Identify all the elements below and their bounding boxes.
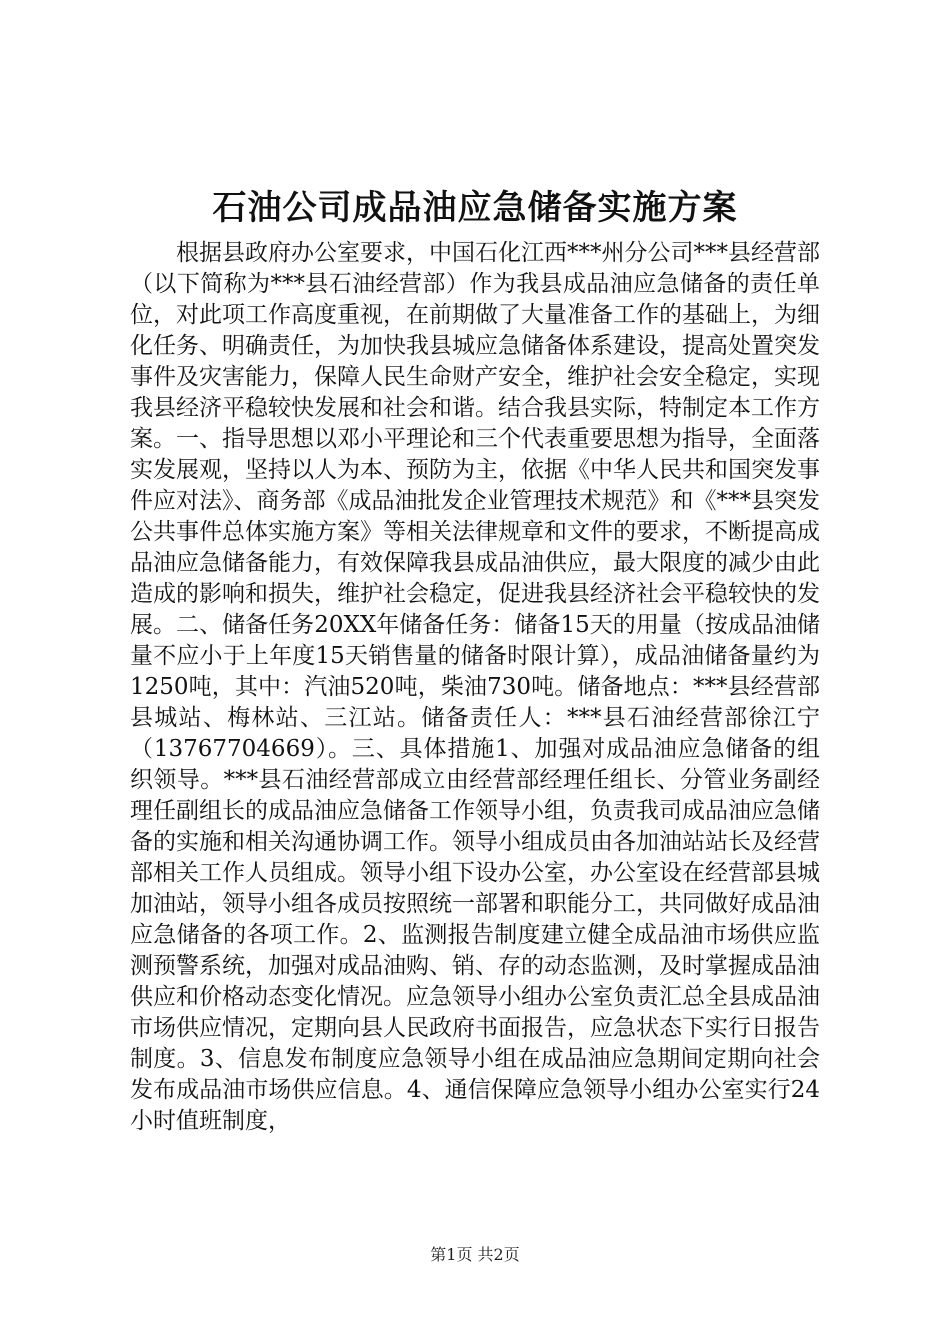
document-body-paragraph: 根据县政府办公室要求，中国石化江西***州分公司***县经营部（以下简称为***县石油经营部）作为我县成品油应急储备的责任单位，对此项工作高度重视，在前期做了大量准备工作的基础上，为细化任务、明确责任，为加快我县城应急储备体系建设，提高处置突发事件及灾害能力，保障人民生命财产安全，维护社会安全稳定，实现我县经济平稳较快发展和社会和谐。结合我县实际，特制定本工作方案。一、指导思想以邓小平理论和三个代表重要思想为指导，全面落实发展观，坚持以人为本、预防为主，依据《中华人民共和国突发事件应对法》、商务部《成品油批发企业管理技术规范》和《***县突发公共事件总体实施方案》等相关法律规章和文件的要求，不断提高成品油应急储备能力，有效保障我县成品油供应，最大限度的减少由此造成的影响和损失，维护社会稳定，促进我县经济社会平稳较快的发展。二、储备任务20XX年储备任务：储备15天的用量（按成品油储量不应小于上年度15天销售量的储备时限计算），成品油储备量约为1250吨，其中：汽油520吨，柴油730吨。储备地点：***县经营部县城站、梅林站、三江站。储备责任人：***县石油经营部徐江宁（13767704669）。三、具体措施1、加强对成品油应急储备的组织领导。***县石油经营部成立由经营部经理任组长、分管业务副经理任副组长的成品油应急储备工作领导小组，负责我司成品油应急储备的实施和相关沟通协调工作。领导小组成员由各加油站站长及经营部相关工作人员组成。领导小组下设办公室，办公室设在经营部县城加油站，领导小组各成员按照统一部署和职能分工，共同做好成品油应急储备的各项工作。2、监测报告制度建立健全成品油市场供应监测预警系统，加强对成品油购、销、存的动态监测，及时掌握成品油供应和价格动态变化情况。应急领导小组办公室负责汇总全县成品油市场供应情况，定期向县人民政府书面报告，应急状态下实行日报告制度。3、信息发布制度应急领导小组在成品油应急期间定期向社会发布成品油市场供应信息。4、通信保障应急领导小组办公室实行24小时值班制度，: [130, 240, 820, 1134]
page-number-footer: 第1页 共2页: [430, 1245, 520, 1264]
document-title: 石油公司成品油应急储备实施方案: [212, 188, 738, 228]
